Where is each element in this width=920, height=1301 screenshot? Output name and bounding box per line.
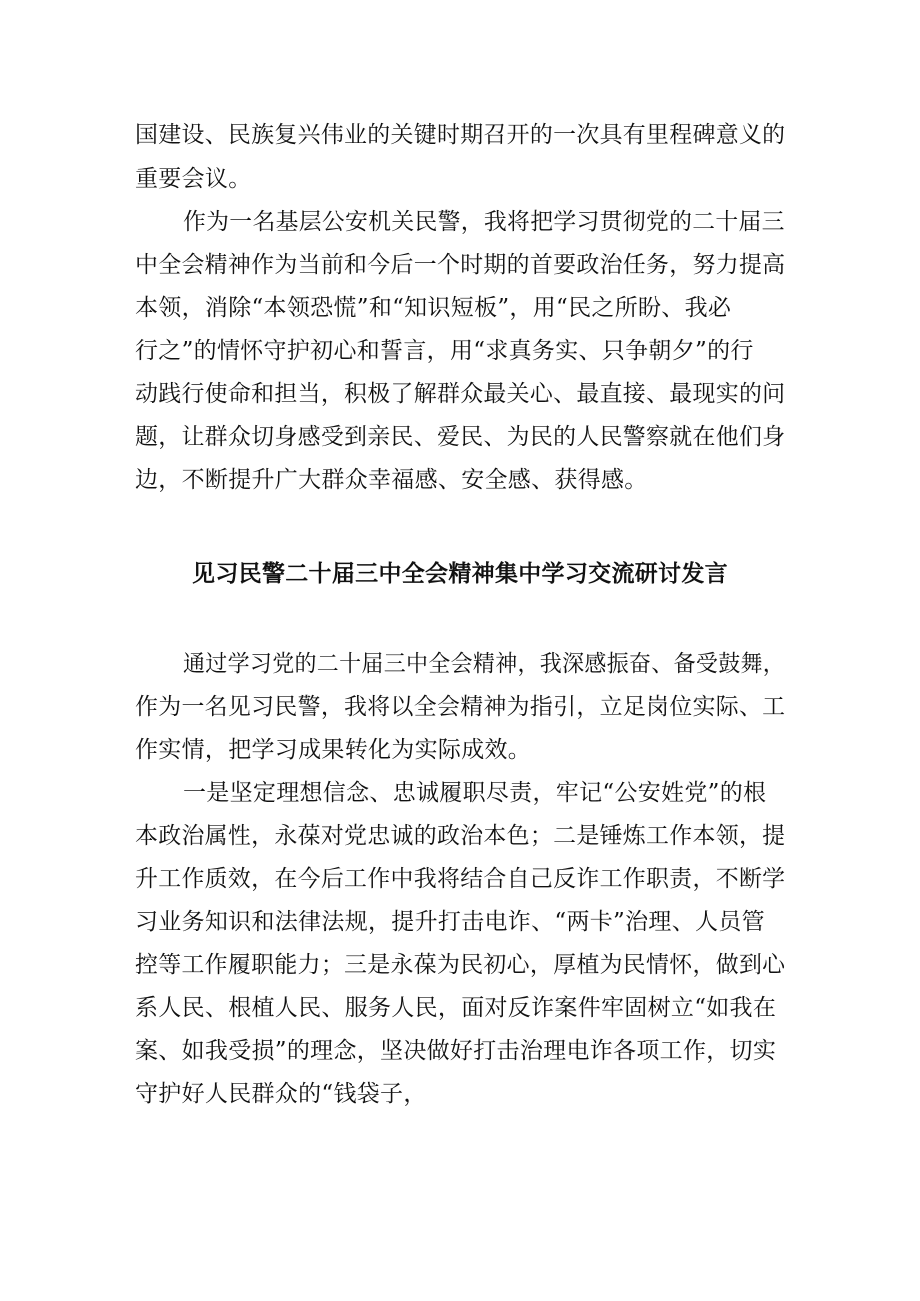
paragraph-line: 案、如我受损”的理念，坚决做好打击治理电诈各项工作，切实 bbox=[135, 1038, 777, 1064]
paragraph-line: 通过学习党的二十届三中全会精神，我深感振奋、备受鼓舞， bbox=[183, 651, 786, 677]
paragraph-line: 本政治属性，永葆对党忠诚的政治本色；二是锤炼工作本领，提 bbox=[135, 823, 786, 849]
paragraph-line: 重要会议。 bbox=[135, 166, 252, 192]
section-title: 见习民警二十届三中全会精神集中学习交流研讨发言 bbox=[192, 561, 728, 587]
paragraph-line: 中全会精神作为当前和今后一个时期的首要政治任务，努力提高 bbox=[135, 252, 786, 278]
paragraph-line: 作实情，把学习成果转化为实际成效。 bbox=[135, 737, 532, 763]
paragraph-line: 国建设、民族复兴伟业的关键时期召开的一次具有里程碑意义的 bbox=[135, 122, 786, 148]
paragraph-line: 作为一名见习民警，我将以全会精神为指引，立足岗位实际、工 bbox=[135, 694, 786, 720]
paragraph-line: 本领，消除“本领恐慌”和“知识短板”，用“民之所盼、我必 bbox=[135, 295, 732, 321]
paragraph-line: 习业务知识和法律法规，提升打击电诈、“两卡”治理、人员管 bbox=[135, 909, 765, 935]
paragraph-line: 动践行使命和担当，积极了解群众最关心、最直接、最现实的问 bbox=[135, 381, 786, 407]
paragraph-line: 一是坚定理想信念、忠诚履职尽责，牢记“公安姓党”的根 bbox=[183, 780, 767, 806]
paragraph-line: 边，不断提升广大群众幸福感、安全感、获得感。 bbox=[135, 467, 648, 493]
paragraph-line: 系人民、根植人民、服务人民，面对反诈案件牢固树立“如我在 bbox=[135, 995, 777, 1021]
paragraph-line: 升工作质效，在今后工作中我将结合自己反诈工作职责，不断学 bbox=[135, 866, 786, 892]
paragraph-line: 控等工作履职能力；三是永葆为民初心，厚植为民情怀，做到心 bbox=[135, 952, 786, 978]
paragraph-line: 行之”的情怀守护初心和誓言，用“求真务实、只争朝夕”的行 bbox=[135, 338, 754, 364]
paragraph-line: 守护好人民群众的“钱袋子， bbox=[135, 1081, 427, 1107]
paragraph-line: 题，让群众切身感受到亲民、爱民、为民的人民警察就在他们身 bbox=[135, 424, 786, 450]
paragraph-line: 作为一名基层公安机关民警，我将把学习贯彻党的二十届三 bbox=[183, 209, 785, 235]
